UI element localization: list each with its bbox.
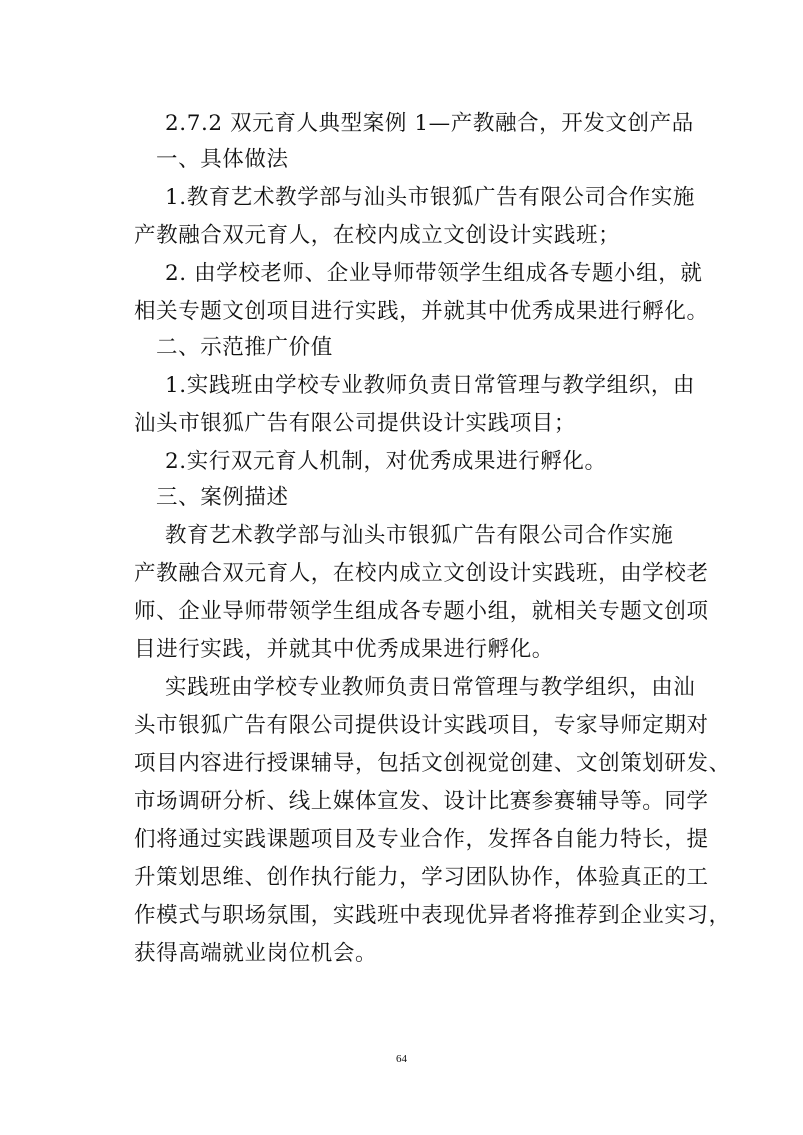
subheading-practice: 一、具体做法 bbox=[156, 147, 289, 172]
paragraph-line: 1.教育艺术教学部与汕头市银狐广告有限公司合作实施 bbox=[165, 185, 696, 210]
paragraph-line: 1.实践班由学校专业教师负责日常管理与教学组织，由 bbox=[165, 373, 696, 398]
paragraph-line: 产教融合双元育人，在校内成立文创设计实践班，由学校老 bbox=[134, 561, 709, 586]
paragraph-line: 目进行实践，并就其中优秀成果进行孵化。 bbox=[134, 637, 554, 662]
paragraph-line: 汕头市银狐广告有限公司提供设计实践项目； bbox=[134, 411, 577, 436]
paragraph-line: 作模式与职场氛围，实践班中表现优异者将推荐到企业实习， bbox=[134, 903, 731, 928]
section-heading: 2.7.2 双元育人典型案例 1—产教融合，开发文创产品 bbox=[165, 111, 694, 136]
paragraph-line: 2. 由学校老师、企业导师带领学生组成各专题小组，就 bbox=[165, 261, 703, 286]
paragraph-line: 们将通过实践课题项目及专业合作，发挥各自能力特长，提 bbox=[134, 827, 709, 852]
paragraph-line: 教育艺术教学部与汕头市银狐广告有限公司合作实施 bbox=[165, 523, 674, 548]
subheading-value: 二、示范推广价值 bbox=[156, 335, 333, 360]
paragraph-line: 市场调研分析、线上媒体宣发、设计比赛参赛辅导等。同学 bbox=[134, 789, 709, 814]
paragraph-line: 相关专题文创项目进行实践，并就其中优秀成果进行孵化。 bbox=[134, 299, 709, 324]
page-number: 64 bbox=[396, 1053, 407, 1065]
paragraph-line: 2.实行双元育人机制，对优秀成果进行孵化。 bbox=[165, 449, 607, 474]
paragraph-line: 师、企业导师带领学生组成各专题小组，就相关专题文创项 bbox=[134, 599, 709, 624]
paragraph-line: 升策划思维、创作执行能力，学习团队协作，体验真正的工 bbox=[134, 865, 709, 890]
subheading-description: 三、案例描述 bbox=[156, 485, 289, 510]
paragraph-line: 获得高端就业岗位机会。 bbox=[134, 941, 378, 966]
paragraph-line: 项目内容进行授课辅导，包括文创视觉创建、文创策划研发、 bbox=[134, 751, 731, 776]
paragraph-line: 头市银狐广告有限公司提供设计实践项目，专家导师定期对 bbox=[134, 713, 709, 738]
paragraph-line: 产教融合双元育人，在校内成立文创设计实践班； bbox=[134, 223, 621, 248]
paragraph-line: 实践班由学校专业教师负责日常管理与教学组织，由汕 bbox=[165, 675, 696, 700]
